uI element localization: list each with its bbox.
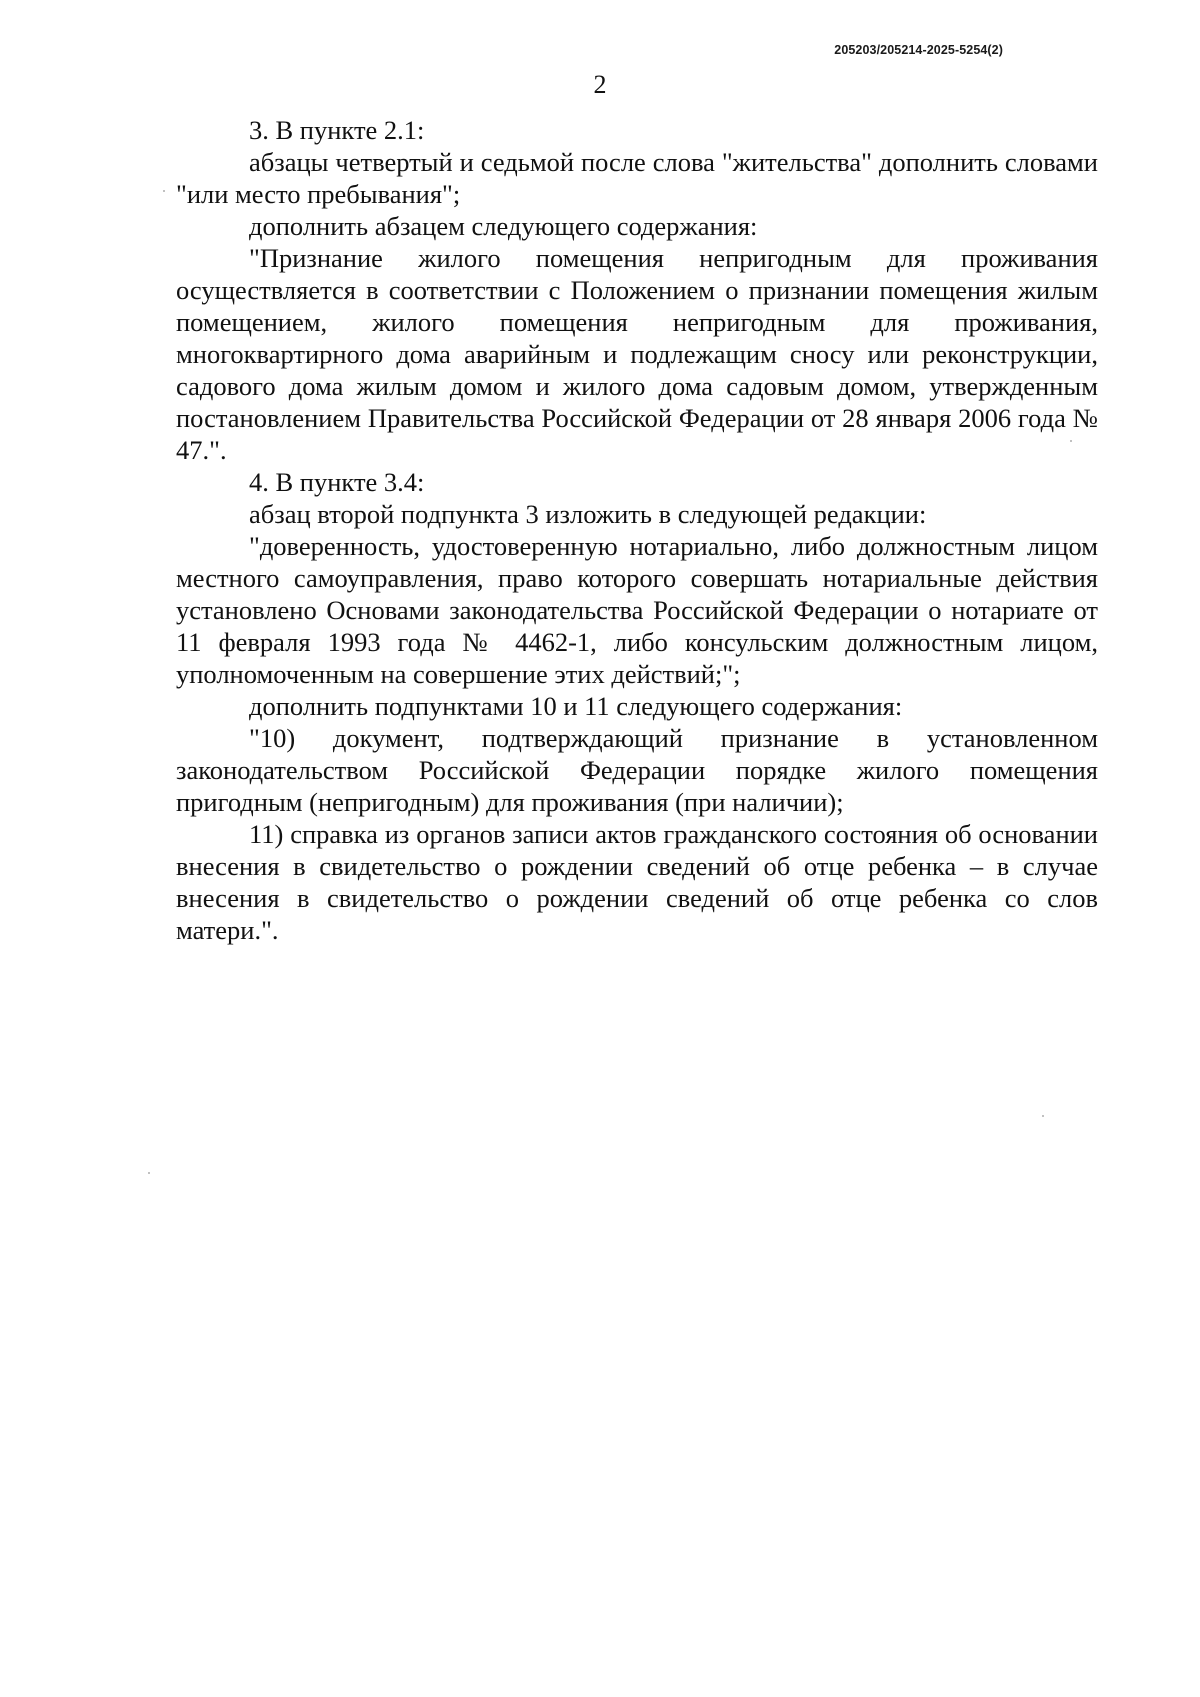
page-number: 2 [593, 70, 607, 99]
paragraph-unfit-housing-text: "Признание жилого помещения непригодным для проживания осуществляется в соответствии с Положением о признании помещения жилым помещением, жилого помещения непригодным для проживания, многоквартирного дома аварийным и подлежащим сносу или реконструкции, садового дома жилым домом и жилого дома садовым домом, утвержденным постановлением Правительства Российской Федерации от 28 января 2006 года № 47.". [176, 243, 1098, 465]
paragraph-subitem-11: 11) справка из органов записи актов гражданского состояния об основании внесения в свидетельство о рождении сведений об отце ребенка – в случае внесения в свидетельство о рождении сведений об отце ребенка со слов матери.". [176, 819, 1098, 945]
paragraph-amend-paragraphs-4-7: абзацы четвертый и седьмой после слова "жительства" дополнить словами "или место пребывания"; [176, 147, 1098, 209]
scan-speck [1042, 1115, 1044, 1117]
paragraph-item-3-heading: 3. В пункте 2.1: [249, 115, 425, 145]
scan-speck [1070, 440, 1072, 442]
paragraph-subitem-10: "10) документ, подтверждающий признание в установленном законодательством Российской Федерации порядке жилого помещения пригодным (непригодным) для проживания (при наличии); [176, 723, 1098, 817]
document-registration-number: 205203/205214-2025-5254(2) [834, 43, 1003, 57]
paragraph-item-4-heading: 4. В пункте 3.4: [249, 467, 425, 497]
document-body [176, 114, 1098, 946]
paragraph-add-paragraph: дополнить абзацем следующего содержания: [249, 211, 758, 241]
scan-speck [148, 1172, 150, 1174]
paragraph-restate-subitem-3: абзац второй подпункта 3 изложить в следующей редакции: [249, 499, 927, 529]
paragraph-add-subitems-10-11: дополнить подпунктами 10 и 11 следующего содержания: [249, 691, 903, 721]
scan-speck [163, 190, 165, 192]
paragraph-power-of-attorney-text: "доверенность, удостоверенную нотариально, либо должностным лицом местного самоуправления, право которого совершать нотариальные действия установлено Основами законодательства Российской Федерации о нотариате от 11 февраля 1993 года № 4462-1, либо консульским должностным лицом, уполномоченным на совершение этих действий;"; [176, 531, 1098, 689]
